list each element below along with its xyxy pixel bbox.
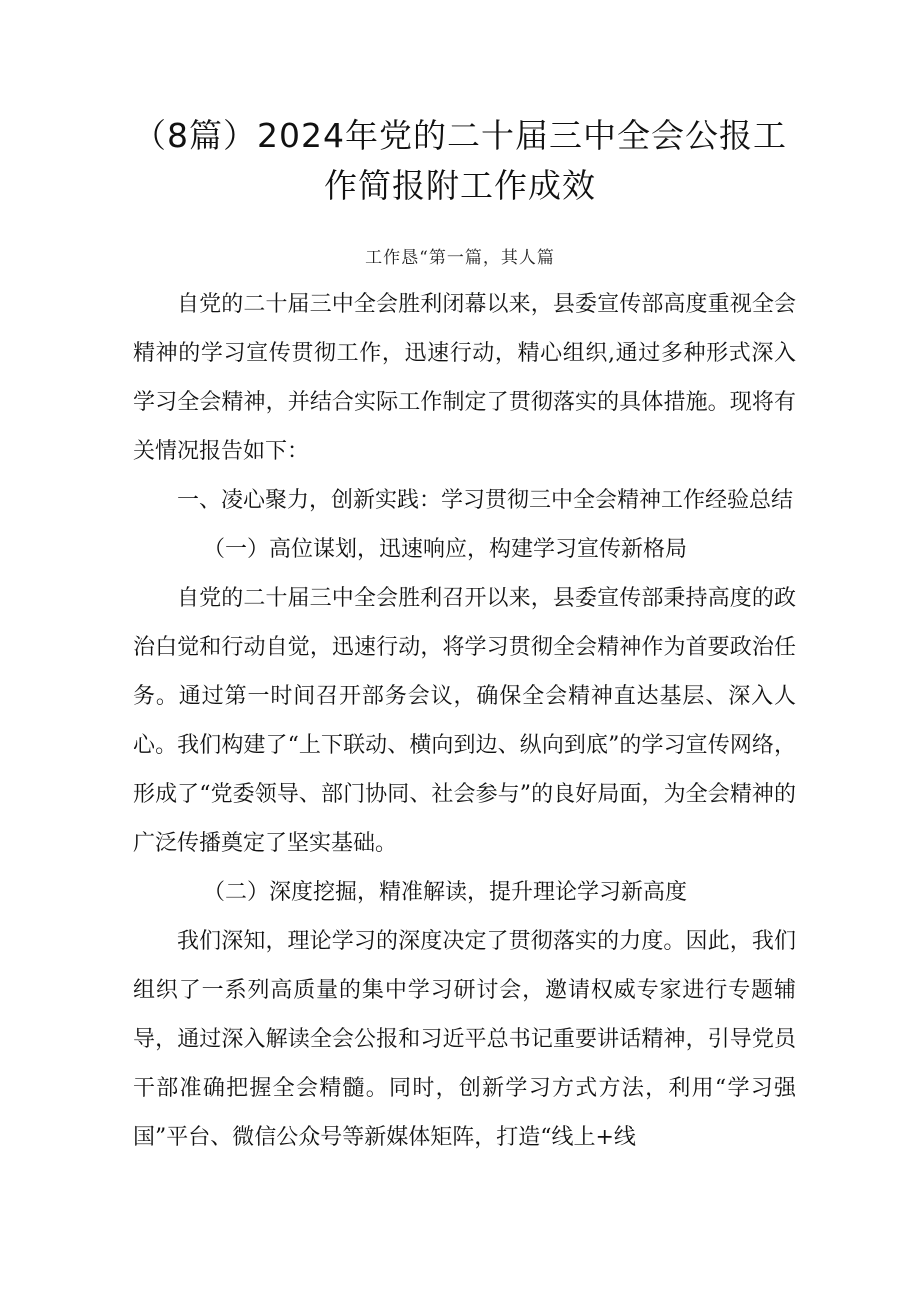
subsection-1-paragraph: 自党的二十届三中全会胜利召开以来，县委宣传部秉持高度的政治白觉和行动自觉，迅速行动，将学习贯彻全会精神作为首要政治任务。通过第一时间召开部务会议，确保全会精神直达基层、深入人心。我们构建了“上下联动、横向到边、纵向到底”的学习宣传网络，形成了“党委领导、部门协同、社会参与”的良好局面，为全会精神的广泛传播奠定了坚实基础。 — [133, 586, 796, 856]
intro-paragraph: 自党的二十届三中全会胜利闭幕以来，县委宣传部高度重视全会精神的学习宣传贯彻工作，迅速行动，精心组织,通过多种形式深入学习全会精神，并结合实际工作制定了贯彻落实的具体措施。现将有关情况报告如下： — [133, 292, 796, 464]
section-heading-1: 一、凌心聚力，创新实践：学习贯彻三中全会精神工作经验总结 — [177, 488, 794, 513]
subsection-heading-2: （二）深度挖掘，精准解读，提升理论学习新高度 — [203, 880, 688, 905]
document-title-line-1: （8篇）2024年党的二十届三中全会公报工 — [133, 116, 787, 155]
document-body — [133, 280, 796, 1162]
document-title-line-2: 作简报附工作成效 — [324, 166, 596, 205]
subsection-heading-1: （一）高位谋划，迅速响应，构建学习宣传新格局 — [203, 537, 688, 562]
document-subtitle: 工作恳“第一篇，其人篇 — [365, 248, 555, 268]
subsection-2-paragraph: 我们深知，理论学习的深度决定了贯彻落实的力度。因此，我们组织了一系列高质量的集中学习研讨会，邀请权威专家进行专题辅导，通过深入解读全会公报和习近平总书记重要讲话精神，引导党员干部准确把握全会精髓。同时，创新学习方式方法，利用“学习强国”平台、微信公众号等新媒体矩阵，打造“线上+线 — [133, 929, 796, 1150]
